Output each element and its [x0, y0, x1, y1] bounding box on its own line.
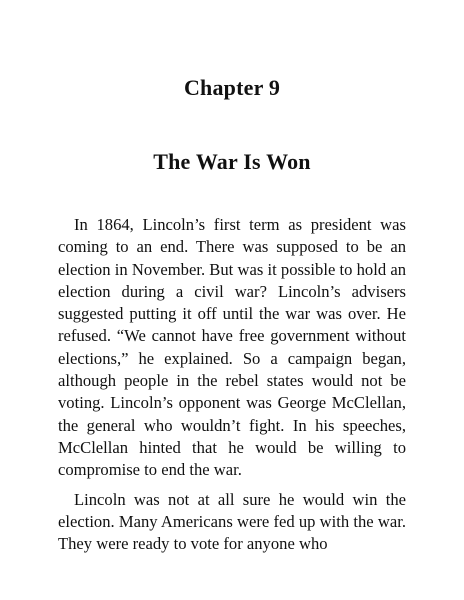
body-text: [58, 214, 406, 555]
chapter-title: The War Is Won: [153, 149, 311, 174]
paragraph-2: Lincoln was not at all sure he would win the election. Many Americans were fed up with the war. They were ready to vote for anyone who: [58, 489, 406, 554]
chapter-number: Chapter 9: [183, 75, 281, 100]
paragraph-1: In 1864, Lincoln’s first term as president was coming to an end. There was supposed to be an election in November. But was it possible to hold an election during a civil war? Lincoln’s advisers suggested putting it off until the war was over. He refused. “We cannot have free government without elections,” he explained. So a campaign began, although people in the rebel states would not be voting. Lincoln’s opponent was George McClellan, the general who wouldn’t fight. In his speeches, McClellan hinted that he would be willing to compromise to end the war.: [58, 215, 406, 480]
